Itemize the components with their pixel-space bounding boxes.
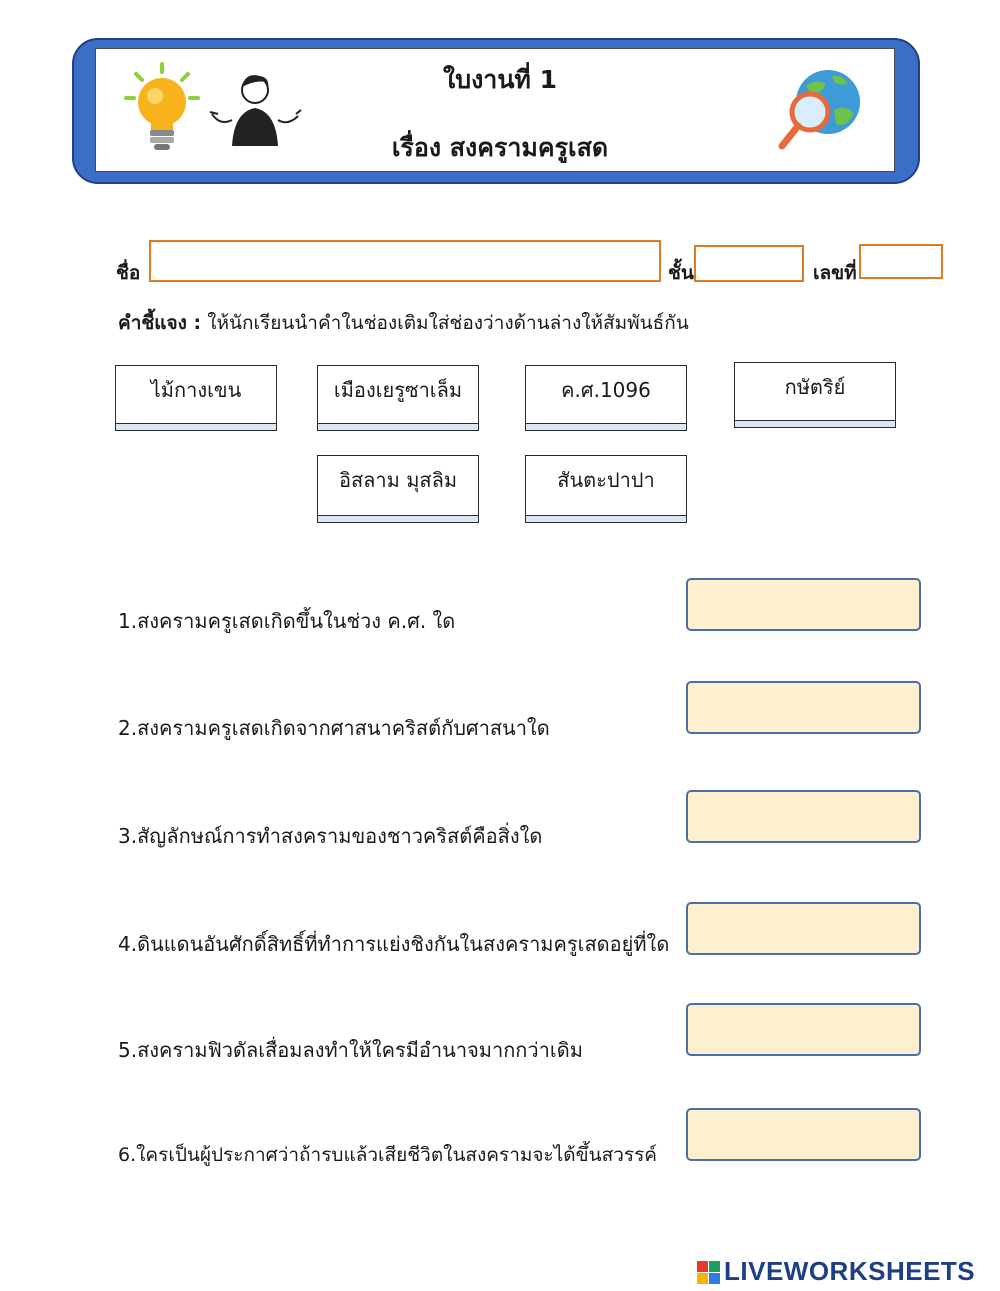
card-stripe: [526, 515, 686, 522]
word-card-label: อิสลาม มุสลิม: [338, 468, 458, 492]
number-field[interactable]: [859, 244, 943, 279]
word-card-label: ค.ศ.1096: [561, 378, 651, 402]
answer-box-3[interactable]: [686, 790, 921, 843]
answer-box-6[interactable]: [686, 1108, 921, 1161]
instruction: [118, 308, 689, 338]
card-stripe: [526, 423, 686, 430]
question-5: 5.สงครามฟิวดัลเสื่อมลงทำให้ใครมีอำนาจมากกว่าเดิม: [118, 1038, 583, 1062]
worksheet-title: เรื่อง สงครามครูเสด: [391, 133, 609, 162]
word-card[interactable]: [525, 365, 687, 431]
word-card[interactable]: [734, 362, 896, 428]
person-shrug-icon: [208, 70, 303, 148]
question-1: 1.สงครามครูเสดเกิดขึ้นในช่วง ค.ศ. ใด: [118, 609, 456, 633]
answer-box-1[interactable]: [686, 578, 921, 631]
answer-box-5[interactable]: [686, 1003, 921, 1056]
liveworksheets-logo[interactable]: [697, 1256, 975, 1287]
question-3: 3.สัญลักษณ์การทำสงครามของชาวคริสต์คือสิ่งใด: [118, 824, 543, 848]
word-card-label: เมืองเยรูซาเล็ม: [333, 378, 463, 402]
card-stripe: [116, 423, 276, 430]
word-card[interactable]: [317, 455, 479, 523]
word-card-label: สันตะปาปา: [557, 468, 655, 492]
question-6: 6.ใครเป็นผู้ประกาศว่าถ้ารบแล้วเสียชีวิตในสงครามจะได้ขึ้นสวรรค์: [118, 1144, 658, 1166]
answer-box-2[interactable]: [686, 681, 921, 734]
logo-blocks-icon: [697, 1261, 721, 1285]
question-4: 4.ดินแดนอันศักดิ์สิทธิ์ที่ทำการแย่งชิงกันในสงครามครูเสดอยู่ที่ใด: [118, 932, 670, 956]
class-label: ชั้น: [668, 262, 694, 284]
question-2: 2.สงครามครูเสดเกิดจากศาสนาคริสต์กับศาสนาใด: [118, 716, 550, 740]
word-card[interactable]: [115, 365, 277, 431]
globe-magnifier-icon: [776, 64, 866, 154]
instruction-label: คำชี้แจง :: [118, 312, 202, 334]
word-card[interactable]: [317, 365, 479, 431]
logo-text: LIVEWORKSHEETS: [724, 1256, 976, 1286]
name-field[interactable]: [149, 240, 661, 282]
card-stripe: [318, 423, 478, 430]
answer-box-4[interactable]: [686, 902, 921, 955]
word-card[interactable]: [525, 455, 687, 523]
class-field[interactable]: [694, 245, 804, 282]
card-stripe: [735, 420, 895, 427]
lightbulb-icon: [122, 60, 202, 160]
number-label: เลขที่: [813, 262, 857, 284]
word-card-label: กษัตริย์: [784, 375, 846, 399]
name-label: ชื่อ: [116, 262, 141, 284]
worksheet-number: ใบงานที่ 1: [443, 65, 557, 94]
card-stripe: [318, 515, 478, 522]
word-card-label: ไม้กางเขน: [150, 378, 242, 402]
instruction-text: ให้นักเรียนนำคำในช่องเติมใส่ช่องว่างด้านล่างให้สัมพันธ์กัน: [207, 312, 689, 334]
